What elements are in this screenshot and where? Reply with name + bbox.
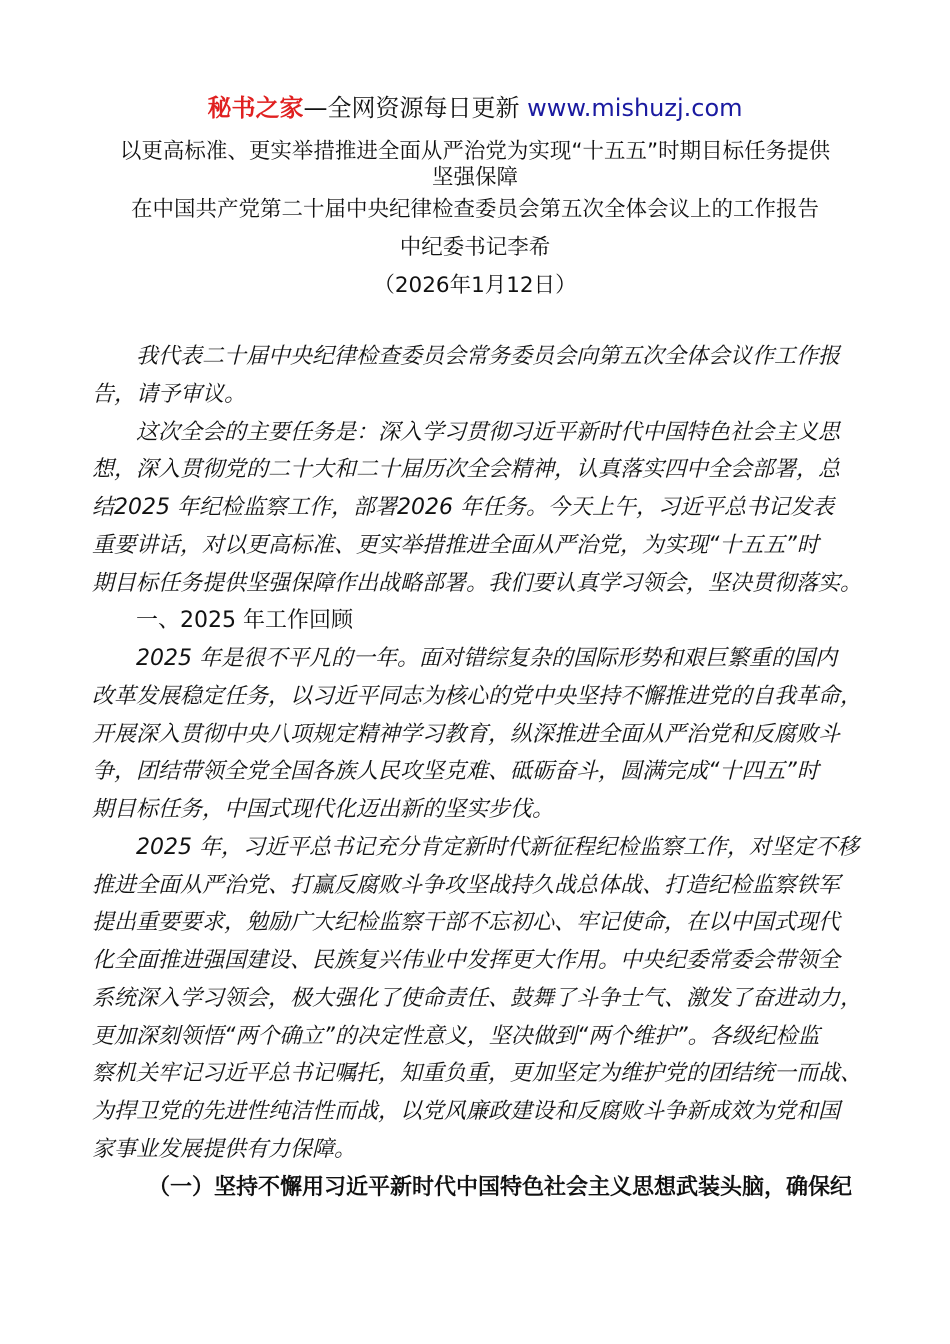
text-line: 家事业发展提供有力保障。 <box>92 1136 357 1162</box>
text-line: 这次全会的主要任务是：深入学习贯彻习近平新时代中国特色社会主义思 <box>136 419 841 445</box>
text-line: 2025 年，习近平总书记充分肯定新时代新征程纪检监察工作，对坚定不移 <box>136 834 859 860</box>
document-title-line2: 坚强保障 <box>431 165 518 190</box>
site-banner <box>0 88 950 123</box>
document-date: （2026年1月12日） <box>373 273 577 298</box>
text-line: 想，深入贯彻党的二十大和二十届历次全会精神，认真落实四中全会部署，总 <box>92 457 841 483</box>
site-url-link[interactable]: www.mishuzj.com <box>527 94 743 122</box>
document-subtitle: 在中国共产党第二十届中央纪律检查委员会第五次全体会议上的工作报告 <box>130 197 819 222</box>
text-line: 化全面推进强国建设、民族复兴伟业中发挥更大作用。中央纪委常委会带领全 <box>92 948 841 973</box>
text-line: 系统深入学习领会，极大强化了使命责任、鼓舞了斗争士气、激发了奋进动力， <box>92 985 863 1011</box>
section-heading: 一、2025 年工作回顾 <box>136 608 353 634</box>
text-line: 改革发展稳定任务，以习近平同志为核心的党中央坚持不懈推进党的自我革命， <box>92 683 863 709</box>
text-line: 推进全面从严治党、打赢反腐败斗争攻坚战持久战总体战、打造纪检监察铁军 <box>92 872 841 898</box>
text-line: 重要讲话，对以更高标准、更实举措推进全面从严治党，为实现“十五五”时 <box>92 532 819 558</box>
text-line: 期目标任务，中国式现代化迈出新的坚实步伐。 <box>92 797 555 822</box>
text-line: 结2025 年纪检监察工作，部署2026 年任务。今天上午，习近平总书记发表 <box>92 495 834 520</box>
text-line: 争，团结带领全党全国各族人民攻坚克难、砥砺奋斗，圆满完成“十四五”时 <box>92 759 819 785</box>
text-line: 更加深刻领悟“两个确立”的决定性意义，坚决做到“两个维护”。各级纪检监 <box>92 1023 820 1049</box>
text-line: 察机关牢记习近平总书记嘱托，知重负重，更加坚定为维护党的团结统一而战、 <box>92 1061 863 1087</box>
banner-tagline: —全网资源每日更新 <box>303 94 528 122</box>
brand-name: 秘书之家 <box>207 94 304 122</box>
text-line: 期目标任务提供坚强保障作出战略部署。我们要认真学习领会，坚决贯彻落实。 <box>92 570 863 596</box>
document-title-line1: 以更高标准、更实举措推进全面从严治党为实现“十五五”时期目标任务提供 <box>119 139 831 164</box>
document-author: 中纪委书记李希 <box>399 235 551 260</box>
text-line: 告，请予审议。 <box>92 381 247 407</box>
text-line: 2025 年是很不平凡的一年。面对错综复杂的国际形势和艰巨繁重的国内 <box>136 646 837 671</box>
text-line: 提出重要要求，勉励广大纪检监察干部不忘初心、牢记使命，在以中国式现代 <box>92 910 841 936</box>
document-body <box>92 338 872 1206</box>
text-line: 开展深入贯彻中央八项规定精神学习教育，纵深推进全面从严治党和反腐败斗 <box>92 721 841 747</box>
text-line: 为捍卫党的先进性纯洁性而战，以党风廉政建设和反腐败斗争新成效为党和国 <box>92 1099 841 1124</box>
text-line: 我代表二十届中央纪律检查委员会常务委员会向第五次全体会议作工作报 <box>136 344 841 369</box>
subsection-heading: （一）坚持不懈用习近平新时代中国特色社会主义思想武装头脑，确保纪 <box>148 1174 853 1200</box>
